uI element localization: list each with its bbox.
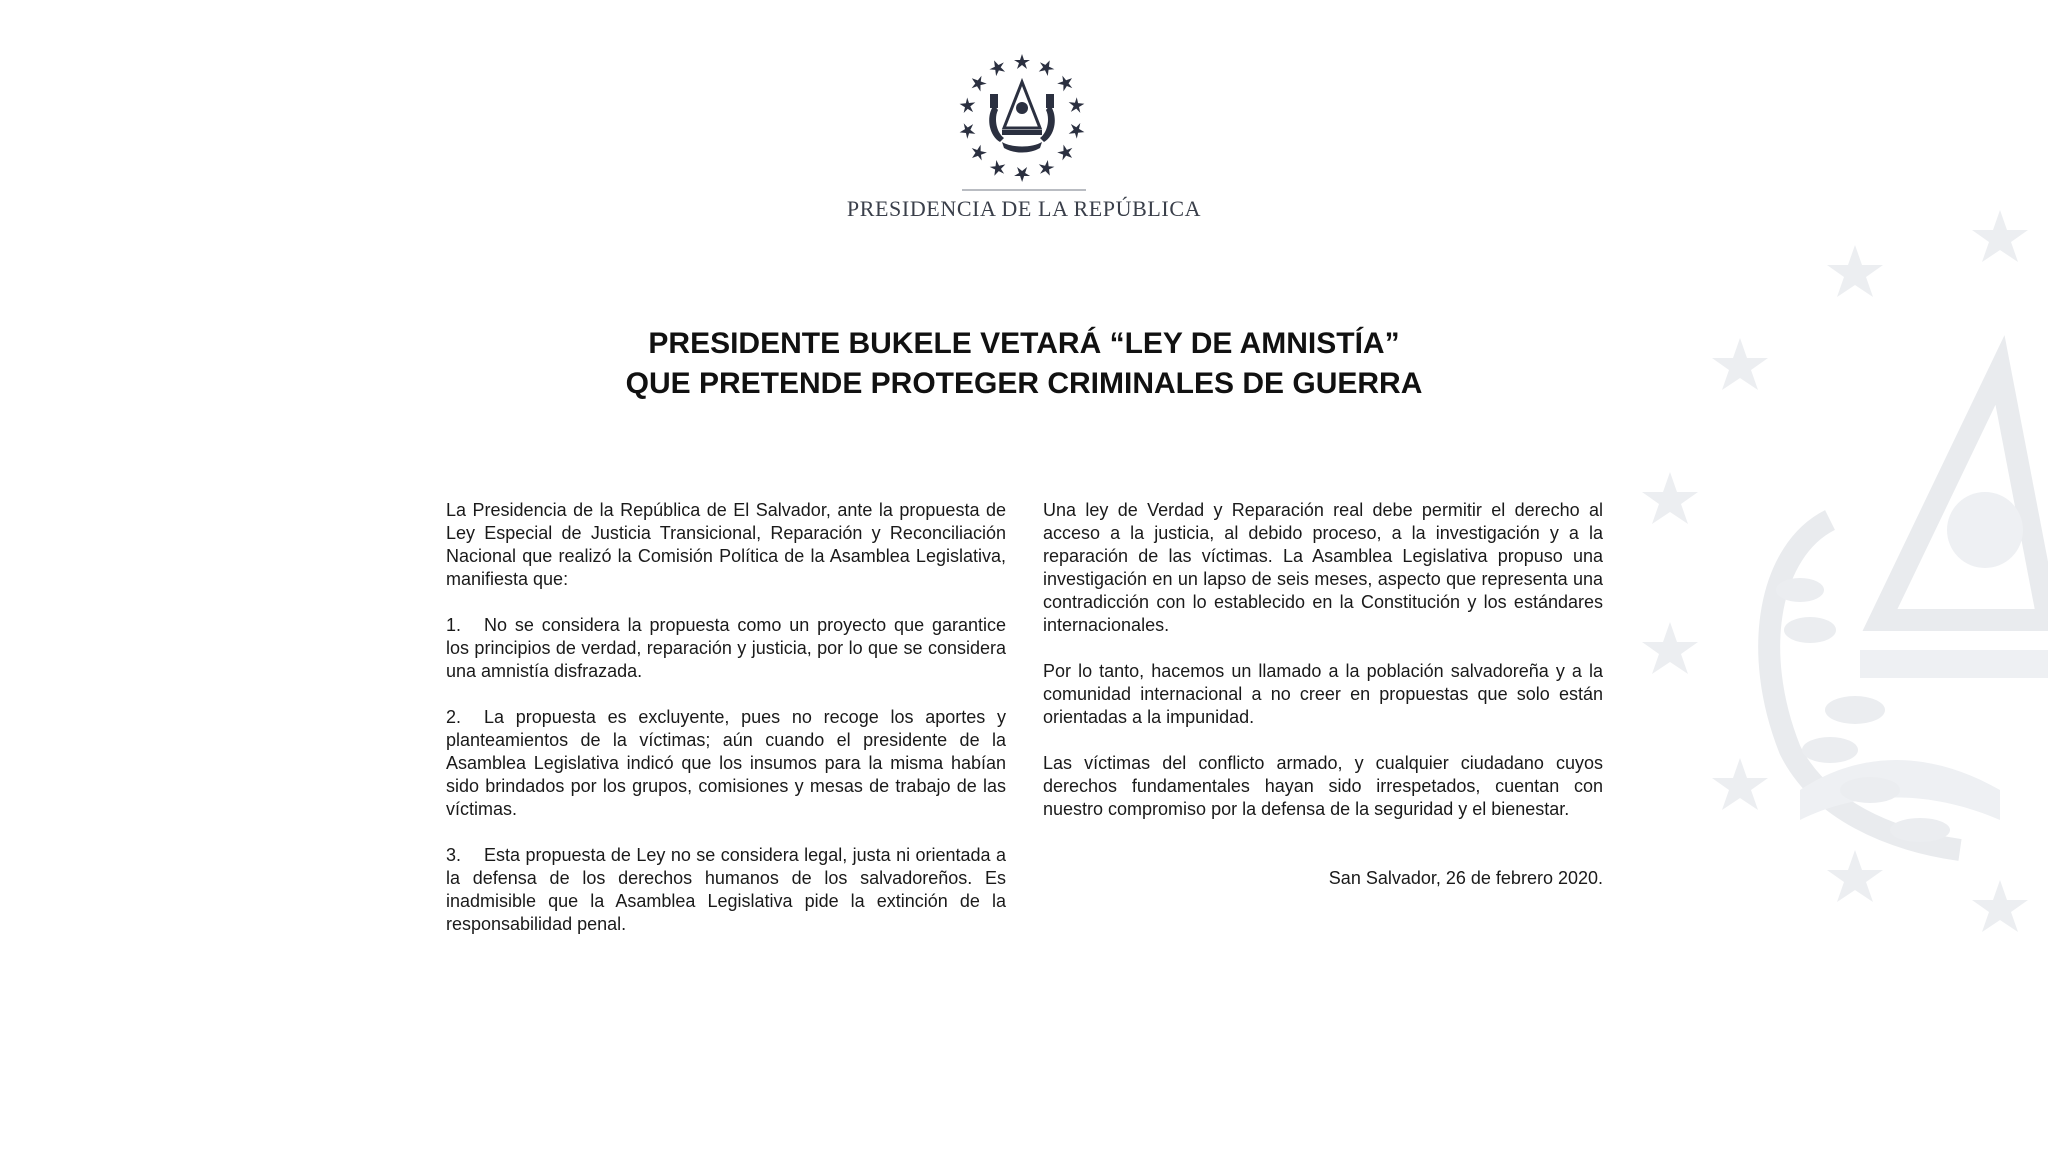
star-icon [1712,338,1768,390]
intro-paragraph: La Presidencia de la República de El Salvador, ante la propuesta de Ley Especial de Justicia Transicional, Reparación y Reconciliación Nacional que realizó la Comisión Política de la Asamblea Legislativa, manifiesta que: [446,500,1006,589]
list-item [446,844,1006,936]
place-date-signoff: San Salvador, 26 de febrero 2020. [1328,868,1603,888]
item-number: 3. [446,845,462,865]
body-paragraph: Las víctimas del conflicto armado, y cualquier ciudadano cuyos derechos fundamentales hayan sido irrespetados, cuentan con nuestro compromiso por la defensa de la seguridad y el bienestar. [1043,753,1603,819]
left-column [446,499,1006,959]
item-text: La propuesta es excluyente, pues no recoge los aportes y planteamientos de la víctimas; aún cuando el presidente de la Asamblea Legislativa indicó que los insumos para la misma habían sido brindados por los grupos, comisiones y mesas de trabajo de las víctimas. [446,707,1006,819]
star-icon [1642,472,1698,524]
headline-line-2: QUE PRETENDE PROTEGER CRIMINALES DE GUERRA [625,367,1423,400]
star-icon [1712,758,1768,810]
right-column [1043,499,1603,913]
coat-of-arms-watermark-icon [1630,190,2048,970]
star-icon [1827,245,1883,297]
headline-line-1: PRESIDENTE BUKELE VETARÁ “LEY DE AMNISTÍA” [648,327,1400,360]
el-salvador-coat-of-arms-icon [954,50,1090,186]
institution-name: PRESIDENCIA DE LA REPÚBLICA [846,196,1202,221]
headline [424,324,1624,404]
star-icon [1972,210,2028,262]
star-icon [1972,880,2028,932]
list-item [446,706,1006,821]
item-text: No se considera la propuesta como un proyecto que garantice los principios de verdad, reparación y justicia, por lo que se considera una amnistía disfrazada. [446,615,1006,681]
item-number: 2. [446,707,462,727]
star-icon [1827,850,1883,902]
body-paragraph: Una ley de Verdad y Reparación real debe permitir el derecho al acceso a la justicia, al debido proceso, a la investigación y a la reparación de las víctimas. La Asamblea Legislativa propuso una investigación en un lapso de seis meses, aspecto que representa una contradicción con lo establecido en la Constitución y los estándares internacionales. [1043,500,1603,635]
item-number: 1. [446,615,462,635]
item-text: Esta propuesta de Ley no se considera legal, justa ni orientada a la defensa de los derechos humanos de los salvadoreños. Es inadmisible que la Asamblea Legislativa pide la extinción de la responsabilidad penal. [446,845,1006,934]
body-paragraph: Por lo tanto, hacemos un llamado a la población salvadoreña y a la comunidad internacional a no creer en propuestas que solo están orientadas a la impunidad. [1043,661,1603,727]
header-divider [962,189,1086,191]
star-icon [1642,622,1698,674]
list-item [446,614,1006,683]
